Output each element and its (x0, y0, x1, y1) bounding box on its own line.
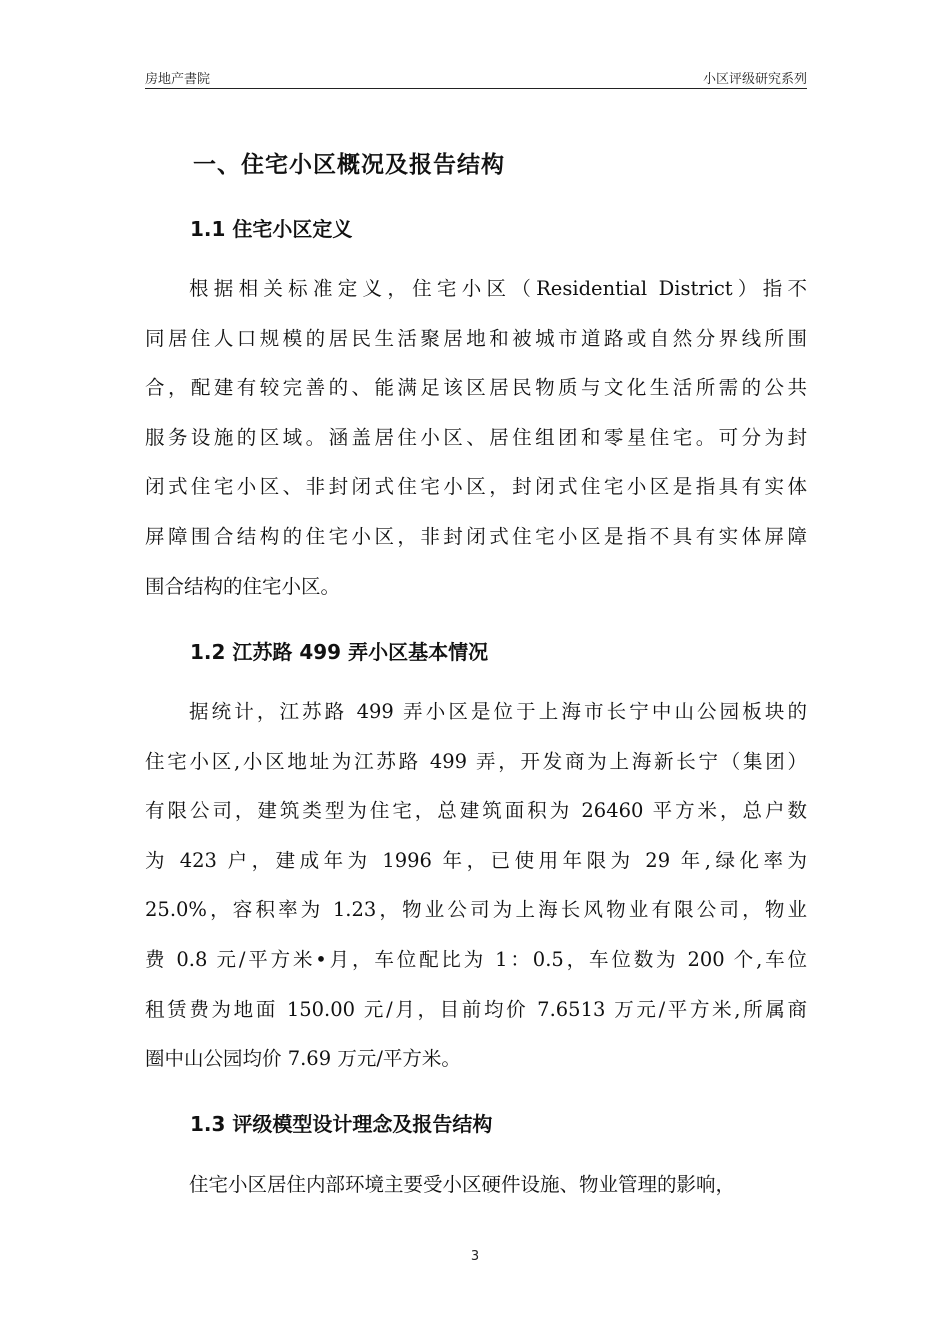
page-header (145, 68, 807, 88)
header-right-title: 小区评级研究系列 (702, 72, 807, 87)
section-1-3-heading: 1.3 评级模型设计理念及报告结构 (190, 1112, 493, 1136)
chapter-heading: 一、住宅小区概况及报告结构 (193, 152, 505, 178)
paragraph-line: 服务设施的区域。涵盖居住小区、居住组团和零星住宅。可分为封 (145, 425, 807, 449)
section-1-1-paragraph (145, 264, 807, 611)
paragraph-line: 同居住人口规模的居民生活聚居地和被城市道路或自然分界线所围 (145, 326, 807, 350)
section-1-3-paragraph (145, 1160, 807, 1210)
header-divider (145, 88, 807, 89)
paragraph-line: 住宅小区居住内部环境主要受小区硬件设施、物业管理的影响， (189, 1173, 736, 1196)
header-left-title: 房地产書院 (145, 72, 211, 87)
section-1-1-heading: 1.1 住宅小区定义 (190, 217, 353, 241)
page-number: 3 (470, 1249, 480, 1264)
section-1-2-heading: 1.2 江苏路 499 弄小区基本情况 (190, 640, 489, 664)
paragraph-line: 合，配建有较完善的、能满足该区居民物质与文化生活所需的公共 (145, 376, 807, 400)
paragraph-line: 25.0%，容积率为 1.23，物业公司为上海长风物业有限公司，物业 (145, 898, 807, 922)
paragraph-line: 住宅小区,小区地址为江苏路 499 弄，开发商为上海新长宁（集团） (145, 749, 807, 773)
paragraph-line: 为 423 户，建成年为 1996 年，已使用年限为 29 年,绿化率为 (145, 848, 807, 872)
paragraph-line: 根据相关标准定义，住宅小区（Residential District）指不 (189, 277, 807, 300)
paragraph-line: 圈中山公园均价 7.69 万元/平方米。 (145, 1047, 461, 1071)
paragraph-line: 据统计，江苏路 499 弄小区是位于上海市长宁中山公园板块的 (189, 700, 807, 723)
paragraph-line: 有限公司，建筑类型为住宅，总建筑面积为 26460 平方米，总户数 (145, 799, 807, 823)
section-1-2-paragraph (145, 687, 807, 1084)
paragraph-line: 闭式住宅小区、非封闭式住宅小区，封闭式住宅小区是指具有实体 (145, 475, 807, 499)
paragraph-line: 屏障围合结构的住宅小区，非封闭式住宅小区是指不具有实体屏障 (145, 524, 807, 548)
paragraph-line: 费 0.8 元/平方米•月，车位配比为 1：0.5，车位数为 200 个,车位 (145, 947, 807, 971)
paragraph-line: 租赁费为地面 150.00 元/月，目前均价 7.6513 万元/平方米,所属商 (145, 997, 807, 1021)
paragraph-line: 围合结构的住宅小区。 (145, 574, 341, 598)
